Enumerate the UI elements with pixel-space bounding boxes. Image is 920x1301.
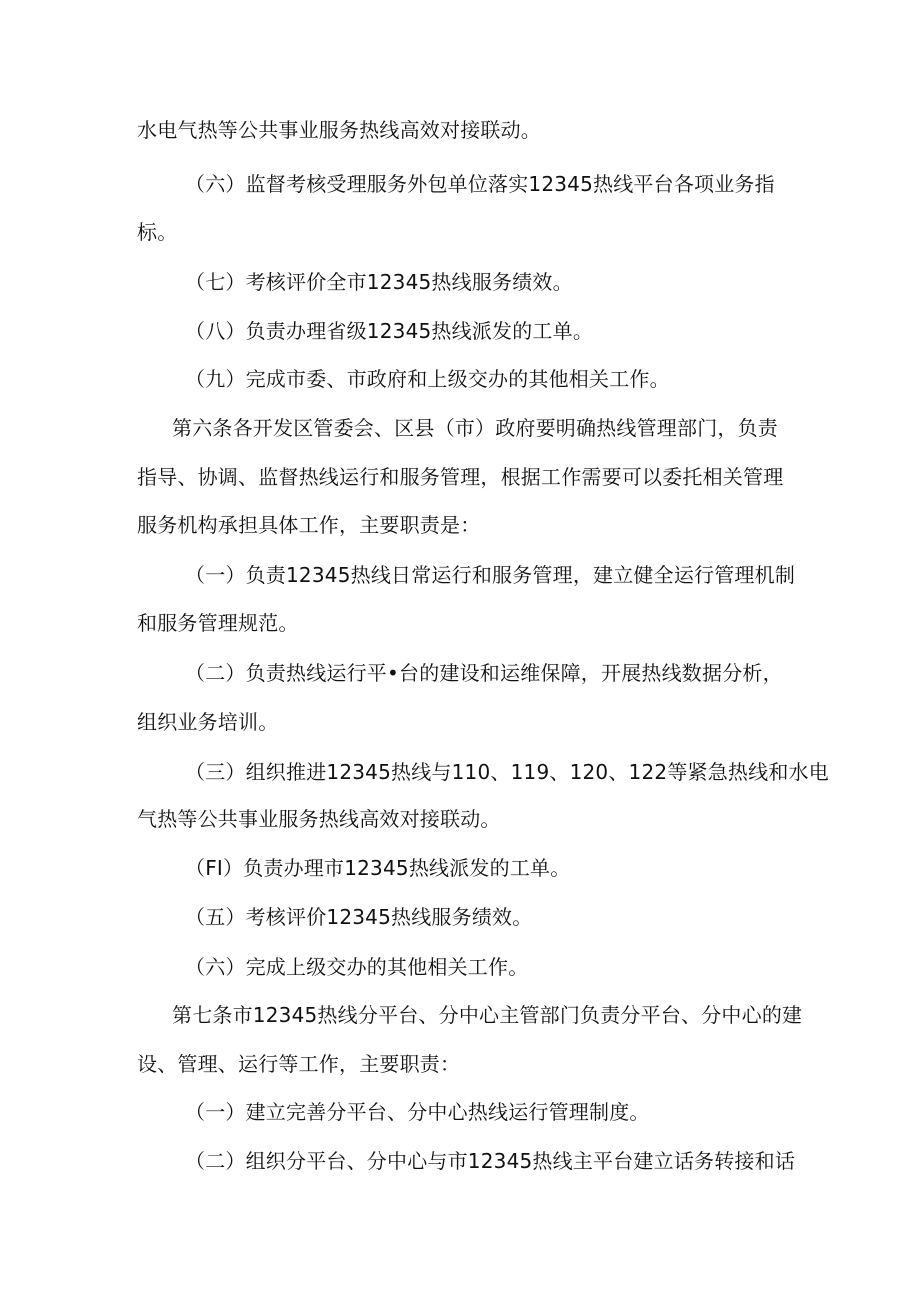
text-line: （一）负责12345热线日常运行和服务管理，建立健全运行管理机制 (185, 563, 796, 587)
text-line: （六）监督考核受理服务外包单位落实12345热线平台各项业务指 (185, 172, 775, 196)
text-line: （二）组织分平台、分中心与市12345热线主平台建立话务转接和话 (185, 1149, 796, 1173)
text-line: 标。 (137, 220, 178, 244)
text-line: 和服务管理规范。 (137, 611, 299, 635)
text-line: （五）考核评价12345热线服务绩效。 (185, 905, 533, 929)
text-line: 服务机构承担具体工作，主要职责是： (137, 513, 481, 537)
text-line: （二）负责热线运行平•台的建设和运维保障，开展热线数据分析， (185, 661, 783, 685)
text-line: （FI）负责办理市12345热线派发的工单。 (185, 856, 571, 880)
text-line: （九）完成市委、市政府和上级交办的其他相关工作。 (185, 367, 670, 391)
text-line: 设、管理、运行等工作，主要职责： (137, 1052, 461, 1076)
text-line: 指导、协调、监督热线运行和服务管理，根据工作需要可以委托相关管理 (137, 465, 784, 489)
text-line: （六）完成上级交办的其他相关工作。 (185, 955, 529, 979)
text-line: （八）负责办理省级12345热线派发的工单。 (185, 319, 594, 343)
text-line: 第七条市12345热线分平台、分中心主管部门负责分平台、分中心的建 (172, 1003, 803, 1027)
text-line: 组织业务培训。 (137, 710, 279, 734)
text-line: 气热等公共事业服务热线高效对接联动。 (137, 807, 501, 831)
text-line: 第六条各开发区管委会、区县（市）政府要明确热线管理部门，负责 (172, 416, 778, 440)
text-line: （三）组织推进12345热线与110、119、120、122等紧急热线和水电 (185, 760, 829, 784)
text-line: （七）考核评价全市12345热线服务绩效。 (185, 270, 573, 294)
text-line: 水电气热等公共事业服务热线高效对接联动。 (137, 118, 541, 142)
text-line: （一）建立完善分平台、分中心热线运行管理制度。 (185, 1100, 650, 1124)
